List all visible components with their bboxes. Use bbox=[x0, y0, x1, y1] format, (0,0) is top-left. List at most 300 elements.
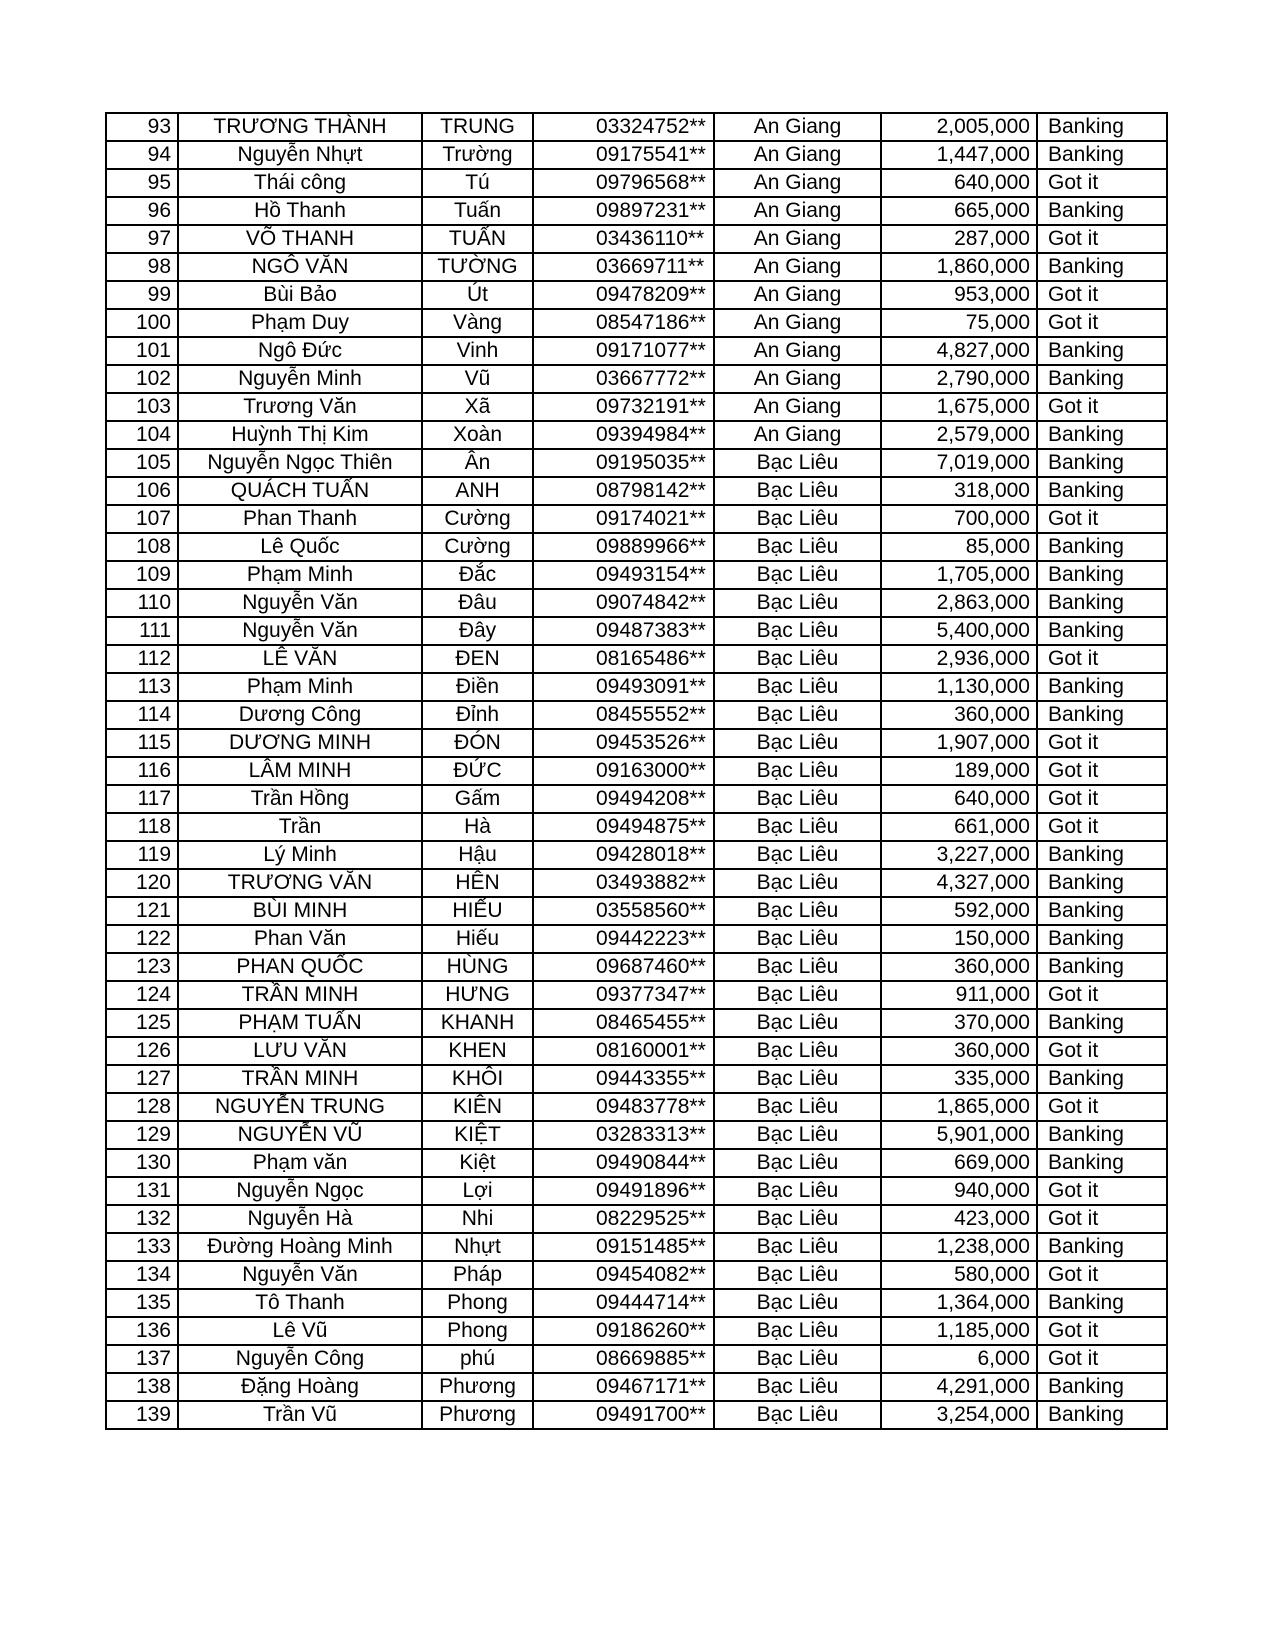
payment-method-cell: Banking bbox=[1037, 673, 1167, 701]
row-number-cell: 104 bbox=[106, 421, 178, 449]
payment-method-cell: Banking bbox=[1037, 1401, 1167, 1429]
last-middle-name-cell: Nguyễn Văn bbox=[178, 589, 422, 617]
first-name-cell: HÙNG bbox=[422, 953, 533, 981]
last-middle-name-cell: TRƯƠNG VĂN bbox=[178, 869, 422, 897]
province-cell: Bạc Liêu bbox=[714, 505, 881, 533]
last-middle-name-cell: Phan Thanh bbox=[178, 505, 422, 533]
amount-cell: 1,185,000 bbox=[881, 1317, 1037, 1345]
first-name-cell: Út bbox=[422, 281, 533, 309]
amount-cell: 189,000 bbox=[881, 757, 1037, 785]
province-cell: An Giang bbox=[714, 393, 881, 421]
payment-method-cell: Banking bbox=[1037, 869, 1167, 897]
last-middle-name-cell: Lê Quốc bbox=[178, 533, 422, 561]
last-middle-name-cell: Nguyễn Nhựt bbox=[178, 141, 422, 169]
payment-method-cell: Banking bbox=[1037, 141, 1167, 169]
first-name-cell: ĐÓN bbox=[422, 729, 533, 757]
last-middle-name-cell: Nguyễn Hà bbox=[178, 1205, 422, 1233]
amount-cell: 287,000 bbox=[881, 225, 1037, 253]
amount-cell: 2,863,000 bbox=[881, 589, 1037, 617]
phone-number-cell: 09483778** bbox=[533, 1093, 714, 1121]
province-cell: Bạc Liêu bbox=[714, 869, 881, 897]
amount-cell: 2,579,000 bbox=[881, 421, 1037, 449]
first-name-cell: Vinh bbox=[422, 337, 533, 365]
amount-cell: 640,000 bbox=[881, 169, 1037, 197]
last-middle-name-cell: PHAN QUỐC bbox=[178, 953, 422, 981]
row-number-cell: 132 bbox=[106, 1205, 178, 1233]
province-cell: Bạc Liêu bbox=[714, 757, 881, 785]
table-row bbox=[106, 1149, 1167, 1177]
first-name-cell: ANH bbox=[422, 477, 533, 505]
last-middle-name-cell: TRẦN MINH bbox=[178, 981, 422, 1009]
province-cell: An Giang bbox=[714, 225, 881, 253]
province-cell: Bạc Liêu bbox=[714, 1093, 881, 1121]
table-row bbox=[106, 477, 1167, 505]
first-name-cell: Đỉnh bbox=[422, 701, 533, 729]
payment-method-cell: Banking bbox=[1037, 449, 1167, 477]
province-cell: Bạc Liêu bbox=[714, 617, 881, 645]
province-cell: Bạc Liêu bbox=[714, 673, 881, 701]
row-number-cell: 138 bbox=[106, 1373, 178, 1401]
table-row bbox=[106, 505, 1167, 533]
amount-cell: 335,000 bbox=[881, 1065, 1037, 1093]
first-name-cell: KHANH bbox=[422, 1009, 533, 1037]
last-middle-name-cell: Trần Vũ bbox=[178, 1401, 422, 1429]
row-number-cell: 120 bbox=[106, 869, 178, 897]
row-number-cell: 116 bbox=[106, 757, 178, 785]
payment-method-cell: Banking bbox=[1037, 1121, 1167, 1149]
amount-cell: 360,000 bbox=[881, 701, 1037, 729]
phone-number-cell: 09444714** bbox=[533, 1289, 714, 1317]
phone-number-cell: 09186260** bbox=[533, 1317, 714, 1345]
first-name-cell: Hậu bbox=[422, 841, 533, 869]
payment-method-cell: Got it bbox=[1037, 393, 1167, 421]
first-name-cell: Tuấn bbox=[422, 197, 533, 225]
last-middle-name-cell: Trương Văn bbox=[178, 393, 422, 421]
phone-number-cell: 08465455** bbox=[533, 1009, 714, 1037]
province-cell: Bạc Liêu bbox=[714, 1233, 881, 1261]
province-cell: Bạc Liêu bbox=[714, 449, 881, 477]
last-middle-name-cell: Nguyễn Ngọc Thiên bbox=[178, 449, 422, 477]
amount-cell: 7,019,000 bbox=[881, 449, 1037, 477]
first-name-cell: HÊN bbox=[422, 869, 533, 897]
payment-method-cell: Banking bbox=[1037, 477, 1167, 505]
first-name-cell: Ân bbox=[422, 449, 533, 477]
table-row bbox=[106, 533, 1167, 561]
row-number-cell: 101 bbox=[106, 337, 178, 365]
last-middle-name-cell: LÊ VĂN bbox=[178, 645, 422, 673]
table-row bbox=[106, 897, 1167, 925]
amount-cell: 640,000 bbox=[881, 785, 1037, 813]
amount-cell: 85,000 bbox=[881, 533, 1037, 561]
last-middle-name-cell: LÂM MINH bbox=[178, 757, 422, 785]
phone-number-cell: 03493882** bbox=[533, 869, 714, 897]
row-number-cell: 118 bbox=[106, 813, 178, 841]
phone-number-cell: 03669711** bbox=[533, 253, 714, 281]
row-number-cell: 127 bbox=[106, 1065, 178, 1093]
row-number-cell: 136 bbox=[106, 1317, 178, 1345]
row-number-cell: 133 bbox=[106, 1233, 178, 1261]
payment-method-cell: Got it bbox=[1037, 505, 1167, 533]
amount-cell: 1,865,000 bbox=[881, 1093, 1037, 1121]
phone-number-cell: 03667772** bbox=[533, 365, 714, 393]
last-middle-name-cell: DƯƠNG MINH bbox=[178, 729, 422, 757]
table-row bbox=[106, 197, 1167, 225]
row-number-cell: 130 bbox=[106, 1149, 178, 1177]
first-name-cell: Hà bbox=[422, 813, 533, 841]
last-middle-name-cell: Đặng Hoàng bbox=[178, 1373, 422, 1401]
amount-cell: 5,901,000 bbox=[881, 1121, 1037, 1149]
payment-method-cell: Banking bbox=[1037, 533, 1167, 561]
row-number-cell: 96 bbox=[106, 197, 178, 225]
first-name-cell: Vàng bbox=[422, 309, 533, 337]
recipient-table-wrapper bbox=[105, 112, 1168, 1430]
province-cell: Bạc Liêu bbox=[714, 1009, 881, 1037]
row-number-cell: 111 bbox=[106, 617, 178, 645]
province-cell: Bạc Liêu bbox=[714, 841, 881, 869]
phone-number-cell: 09171077** bbox=[533, 337, 714, 365]
table-row bbox=[106, 617, 1167, 645]
first-name-cell: ĐEN bbox=[422, 645, 533, 673]
phone-number-cell: 09494208** bbox=[533, 785, 714, 813]
first-name-cell: Pháp bbox=[422, 1261, 533, 1289]
amount-cell: 1,447,000 bbox=[881, 141, 1037, 169]
payment-method-cell: Got it bbox=[1037, 1317, 1167, 1345]
amount-cell: 700,000 bbox=[881, 505, 1037, 533]
province-cell: An Giang bbox=[714, 281, 881, 309]
payment-method-cell: Banking bbox=[1037, 589, 1167, 617]
phone-number-cell: 08547186** bbox=[533, 309, 714, 337]
phone-number-cell: 09428018** bbox=[533, 841, 714, 869]
row-number-cell: 139 bbox=[106, 1401, 178, 1429]
table-row bbox=[106, 785, 1167, 813]
province-cell: Bạc Liêu bbox=[714, 785, 881, 813]
table-row bbox=[106, 1401, 1167, 1429]
amount-cell: 4,827,000 bbox=[881, 337, 1037, 365]
province-cell: An Giang bbox=[714, 309, 881, 337]
phone-number-cell: 08455552** bbox=[533, 701, 714, 729]
payment-method-cell: Banking bbox=[1037, 841, 1167, 869]
table-row bbox=[106, 281, 1167, 309]
row-number-cell: 129 bbox=[106, 1121, 178, 1149]
table-body bbox=[106, 113, 1167, 1429]
payment-method-cell: Banking bbox=[1037, 1065, 1167, 1093]
phone-number-cell: 03283313** bbox=[533, 1121, 714, 1149]
first-name-cell: HƯNG bbox=[422, 981, 533, 1009]
first-name-cell: HIẾU bbox=[422, 897, 533, 925]
province-cell: Bạc Liêu bbox=[714, 1373, 881, 1401]
table-row bbox=[106, 1037, 1167, 1065]
amount-cell: 75,000 bbox=[881, 309, 1037, 337]
payment-method-cell: Got it bbox=[1037, 645, 1167, 673]
row-number-cell: 117 bbox=[106, 785, 178, 813]
phone-number-cell: 08160001** bbox=[533, 1037, 714, 1065]
amount-cell: 423,000 bbox=[881, 1205, 1037, 1233]
table-row bbox=[106, 925, 1167, 953]
province-cell: An Giang bbox=[714, 365, 881, 393]
table-row bbox=[106, 561, 1167, 589]
phone-number-cell: 08669885** bbox=[533, 1345, 714, 1373]
row-number-cell: 99 bbox=[106, 281, 178, 309]
phone-number-cell: 03558560** bbox=[533, 897, 714, 925]
amount-cell: 360,000 bbox=[881, 1037, 1037, 1065]
table-row bbox=[106, 1065, 1167, 1093]
row-number-cell: 106 bbox=[106, 477, 178, 505]
province-cell: An Giang bbox=[714, 169, 881, 197]
table-row bbox=[106, 953, 1167, 981]
phone-number-cell: 09453526** bbox=[533, 729, 714, 757]
amount-cell: 1,675,000 bbox=[881, 393, 1037, 421]
first-name-cell: ĐỨC bbox=[422, 757, 533, 785]
phone-number-cell: 09394984** bbox=[533, 421, 714, 449]
amount-cell: 370,000 bbox=[881, 1009, 1037, 1037]
payment-method-cell: Banking bbox=[1037, 561, 1167, 589]
payment-method-cell: Got it bbox=[1037, 1205, 1167, 1233]
row-number-cell: 134 bbox=[106, 1261, 178, 1289]
amount-cell: 360,000 bbox=[881, 953, 1037, 981]
first-name-cell: KIÊN bbox=[422, 1093, 533, 1121]
phone-number-cell: 03436110** bbox=[533, 225, 714, 253]
first-name-cell: Kiệt bbox=[422, 1149, 533, 1177]
phone-number-cell: 09175541** bbox=[533, 141, 714, 169]
payment-method-cell: Banking bbox=[1037, 113, 1167, 141]
phone-number-cell: 09494875** bbox=[533, 813, 714, 841]
phone-number-cell: 09491700** bbox=[533, 1401, 714, 1429]
payment-method-cell: Got it bbox=[1037, 1037, 1167, 1065]
first-name-cell: Nhựt bbox=[422, 1233, 533, 1261]
province-cell: Bạc Liêu bbox=[714, 925, 881, 953]
first-name-cell: phú bbox=[422, 1345, 533, 1373]
payment-method-cell: Got it bbox=[1037, 281, 1167, 309]
province-cell: Bạc Liêu bbox=[714, 953, 881, 981]
last-middle-name-cell: Nguyễn Minh bbox=[178, 365, 422, 393]
payment-method-cell: Got it bbox=[1037, 785, 1167, 813]
province-cell: Bạc Liêu bbox=[714, 729, 881, 757]
last-middle-name-cell: Nguyễn Văn bbox=[178, 1261, 422, 1289]
last-middle-name-cell: VÕ THANH bbox=[178, 225, 422, 253]
phone-number-cell: 09493091** bbox=[533, 673, 714, 701]
phone-number-cell: 08229525** bbox=[533, 1205, 714, 1233]
province-cell: Bạc Liêu bbox=[714, 1289, 881, 1317]
table-row bbox=[106, 169, 1167, 197]
last-middle-name-cell: Tô Thanh bbox=[178, 1289, 422, 1317]
amount-cell: 661,000 bbox=[881, 813, 1037, 841]
payment-method-cell: Got it bbox=[1037, 1093, 1167, 1121]
payment-method-cell: Banking bbox=[1037, 617, 1167, 645]
payment-method-cell: Got it bbox=[1037, 169, 1167, 197]
table-row bbox=[106, 1177, 1167, 1205]
table-row bbox=[106, 1261, 1167, 1289]
province-cell: An Giang bbox=[714, 337, 881, 365]
row-number-cell: 135 bbox=[106, 1289, 178, 1317]
table-row bbox=[106, 337, 1167, 365]
table-row bbox=[106, 645, 1167, 673]
last-middle-name-cell: Nguyễn Văn bbox=[178, 617, 422, 645]
table-row bbox=[106, 813, 1167, 841]
first-name-cell: Điền bbox=[422, 673, 533, 701]
last-middle-name-cell: Phạm Minh bbox=[178, 673, 422, 701]
row-number-cell: 121 bbox=[106, 897, 178, 925]
table-row bbox=[106, 1009, 1167, 1037]
row-number-cell: 125 bbox=[106, 1009, 178, 1037]
amount-cell: 669,000 bbox=[881, 1149, 1037, 1177]
province-cell: An Giang bbox=[714, 141, 881, 169]
phone-number-cell: 09796568** bbox=[533, 169, 714, 197]
last-middle-name-cell: Huỳnh Thị Kim bbox=[178, 421, 422, 449]
row-number-cell: 100 bbox=[106, 309, 178, 337]
table-row bbox=[106, 1373, 1167, 1401]
phone-number-cell: 09163000** bbox=[533, 757, 714, 785]
phone-number-cell: 09074842** bbox=[533, 589, 714, 617]
payment-method-cell: Banking bbox=[1037, 1149, 1167, 1177]
phone-number-cell: 09491896** bbox=[533, 1177, 714, 1205]
last-middle-name-cell: Trần Hồng bbox=[178, 785, 422, 813]
last-middle-name-cell: Lý Minh bbox=[178, 841, 422, 869]
amount-cell: 6,000 bbox=[881, 1345, 1037, 1373]
table-row bbox=[106, 1317, 1167, 1345]
payment-method-cell: Banking bbox=[1037, 365, 1167, 393]
last-middle-name-cell: Phạm Duy bbox=[178, 309, 422, 337]
table-row bbox=[106, 729, 1167, 757]
last-middle-name-cell: Hồ Thanh bbox=[178, 197, 422, 225]
row-number-cell: 95 bbox=[106, 169, 178, 197]
province-cell: Bạc Liêu bbox=[714, 645, 881, 673]
phone-number-cell: 09443355** bbox=[533, 1065, 714, 1093]
first-name-cell: Đắc bbox=[422, 561, 533, 589]
last-middle-name-cell: PHẠM TUẤN bbox=[178, 1009, 422, 1037]
amount-cell: 911,000 bbox=[881, 981, 1037, 1009]
amount-cell: 592,000 bbox=[881, 897, 1037, 925]
payment-method-cell: Banking bbox=[1037, 1009, 1167, 1037]
first-name-cell: Nhi bbox=[422, 1205, 533, 1233]
table-row bbox=[106, 449, 1167, 477]
payment-method-cell: Got it bbox=[1037, 309, 1167, 337]
first-name-cell: TƯỜNG bbox=[422, 253, 533, 281]
last-middle-name-cell: Phạm Minh bbox=[178, 561, 422, 589]
row-number-cell: 108 bbox=[106, 533, 178, 561]
last-middle-name-cell: Thái công bbox=[178, 169, 422, 197]
amount-cell: 953,000 bbox=[881, 281, 1037, 309]
first-name-cell: Phong bbox=[422, 1317, 533, 1345]
phone-number-cell: 09732191** bbox=[533, 393, 714, 421]
row-number-cell: 105 bbox=[106, 449, 178, 477]
last-middle-name-cell: TRƯƠNG THÀNH bbox=[178, 113, 422, 141]
phone-number-cell: 09897231** bbox=[533, 197, 714, 225]
row-number-cell: 98 bbox=[106, 253, 178, 281]
payment-method-cell: Got it bbox=[1037, 757, 1167, 785]
last-middle-name-cell: Dương Công bbox=[178, 701, 422, 729]
phone-number-cell: 09487383** bbox=[533, 617, 714, 645]
last-middle-name-cell: Ngô Đức bbox=[178, 337, 422, 365]
payment-method-cell: Banking bbox=[1037, 1233, 1167, 1261]
last-middle-name-cell: Phan Văn bbox=[178, 925, 422, 953]
table-row bbox=[106, 365, 1167, 393]
row-number-cell: 109 bbox=[106, 561, 178, 589]
phone-number-cell: 09195035** bbox=[533, 449, 714, 477]
last-middle-name-cell: NGUYỄN TRUNG bbox=[178, 1093, 422, 1121]
province-cell: Bạc Liêu bbox=[714, 1177, 881, 1205]
row-number-cell: 115 bbox=[106, 729, 178, 757]
province-cell: Bạc Liêu bbox=[714, 1149, 881, 1177]
table-row bbox=[106, 1205, 1167, 1233]
table-row bbox=[106, 701, 1167, 729]
table-row bbox=[106, 253, 1167, 281]
amount-cell: 318,000 bbox=[881, 477, 1037, 505]
province-cell: An Giang bbox=[714, 421, 881, 449]
province-cell: Bạc Liêu bbox=[714, 1037, 881, 1065]
amount-cell: 1,238,000 bbox=[881, 1233, 1037, 1261]
table-row bbox=[106, 1289, 1167, 1317]
first-name-cell: KHEN bbox=[422, 1037, 533, 1065]
last-middle-name-cell: BÙI MINH bbox=[178, 897, 422, 925]
province-cell: Bạc Liêu bbox=[714, 1401, 881, 1429]
table-row bbox=[106, 869, 1167, 897]
province-cell: Bạc Liêu bbox=[714, 981, 881, 1009]
province-cell: Bạc Liêu bbox=[714, 1345, 881, 1373]
phone-number-cell: 08165486** bbox=[533, 645, 714, 673]
row-number-cell: 112 bbox=[106, 645, 178, 673]
row-number-cell: 119 bbox=[106, 841, 178, 869]
row-number-cell: 137 bbox=[106, 1345, 178, 1373]
amount-cell: 1,907,000 bbox=[881, 729, 1037, 757]
row-number-cell: 102 bbox=[106, 365, 178, 393]
row-number-cell: 107 bbox=[106, 505, 178, 533]
first-name-cell: Đây bbox=[422, 617, 533, 645]
table-row bbox=[106, 1121, 1167, 1149]
row-number-cell: 122 bbox=[106, 925, 178, 953]
row-number-cell: 110 bbox=[106, 589, 178, 617]
table-row bbox=[106, 421, 1167, 449]
province-cell: Bạc Liêu bbox=[714, 1317, 881, 1345]
phone-number-cell: 09490844** bbox=[533, 1149, 714, 1177]
amount-cell: 3,227,000 bbox=[881, 841, 1037, 869]
payment-method-cell: Banking bbox=[1037, 701, 1167, 729]
payment-method-cell: Banking bbox=[1037, 897, 1167, 925]
row-number-cell: 97 bbox=[106, 225, 178, 253]
amount-cell: 150,000 bbox=[881, 925, 1037, 953]
province-cell: Bạc Liêu bbox=[714, 897, 881, 925]
province-cell: Bạc Liêu bbox=[714, 1205, 881, 1233]
last-middle-name-cell: TRẦN MINH bbox=[178, 1065, 422, 1093]
payment-method-cell: Got it bbox=[1037, 225, 1167, 253]
table-row bbox=[106, 589, 1167, 617]
first-name-cell: Cường bbox=[422, 533, 533, 561]
table-row bbox=[106, 309, 1167, 337]
table-row bbox=[106, 673, 1167, 701]
first-name-cell: Xoàn bbox=[422, 421, 533, 449]
amount-cell: 3,254,000 bbox=[881, 1401, 1037, 1429]
amount-cell: 2,005,000 bbox=[881, 113, 1037, 141]
payment-method-cell: Banking bbox=[1037, 421, 1167, 449]
first-name-cell: Trường bbox=[422, 141, 533, 169]
table-row bbox=[106, 393, 1167, 421]
province-cell: Bạc Liêu bbox=[714, 1121, 881, 1149]
table-row bbox=[106, 841, 1167, 869]
province-cell: Bạc Liêu bbox=[714, 813, 881, 841]
last-middle-name-cell: Bùi Bảo bbox=[178, 281, 422, 309]
first-name-cell: Hiếu bbox=[422, 925, 533, 953]
phone-number-cell: 09174021** bbox=[533, 505, 714, 533]
payment-method-cell: Banking bbox=[1037, 953, 1167, 981]
phone-number-cell: 09889966** bbox=[533, 533, 714, 561]
payment-method-cell: Got it bbox=[1037, 729, 1167, 757]
row-number-cell: 123 bbox=[106, 953, 178, 981]
payment-method-cell: Banking bbox=[1037, 337, 1167, 365]
phone-number-cell: 09687460** bbox=[533, 953, 714, 981]
payment-method-cell: Banking bbox=[1037, 925, 1167, 953]
table-row bbox=[106, 1233, 1167, 1261]
province-cell: Bạc Liêu bbox=[714, 477, 881, 505]
amount-cell: 580,000 bbox=[881, 1261, 1037, 1289]
